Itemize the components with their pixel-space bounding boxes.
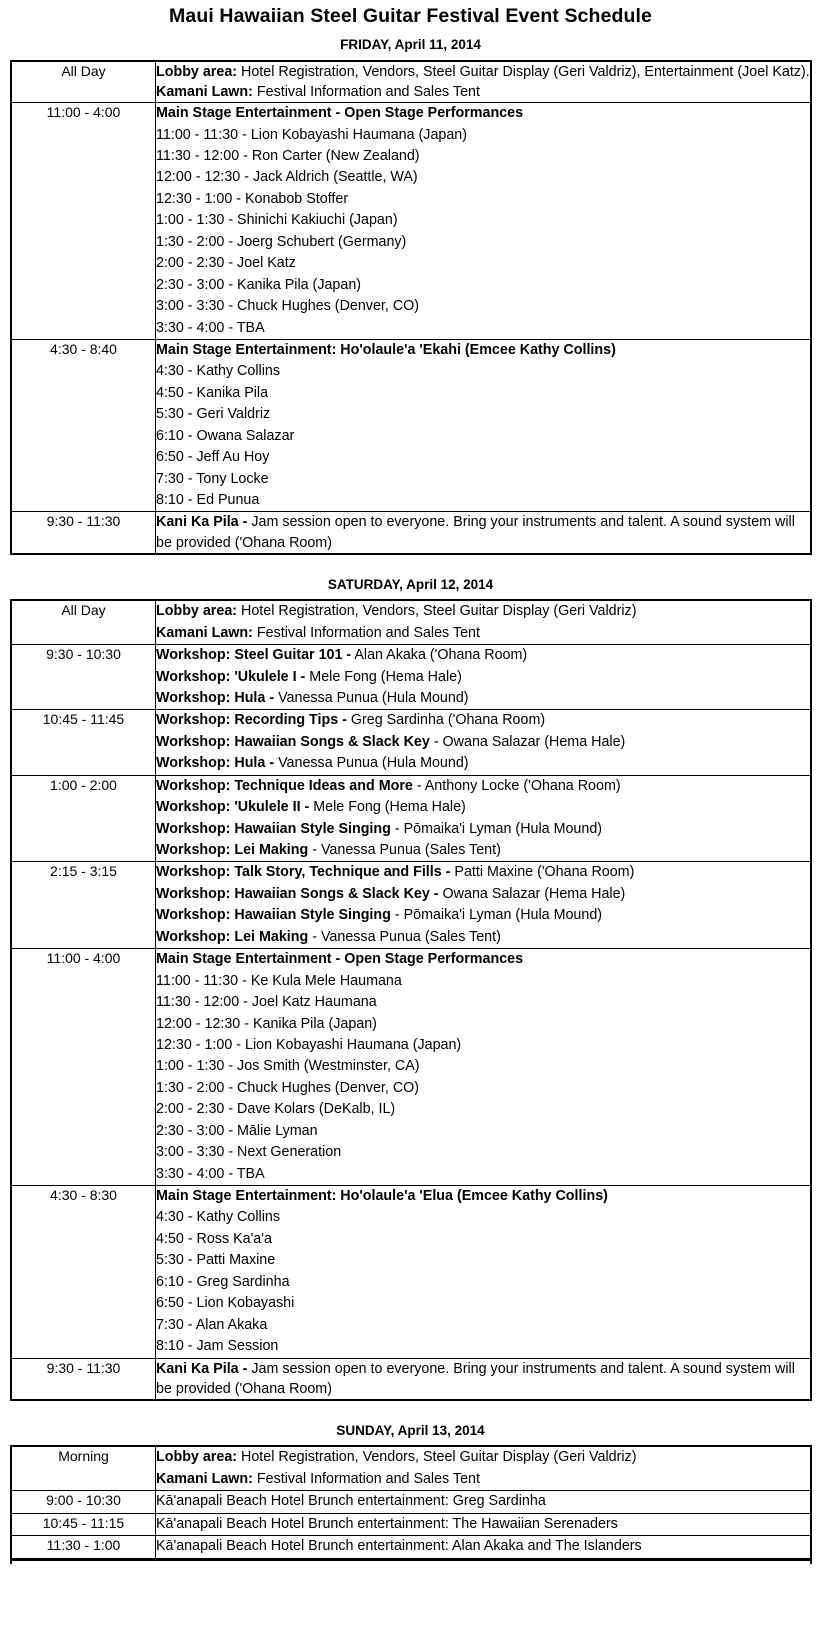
performance-item: 7:30 - Tony Locke [156,470,269,487]
table-row [11,1358,811,1400]
description-cell [156,949,812,1186]
table-row [11,949,811,1186]
time-cell: 9:30 - 11:30 [11,1358,156,1400]
performance-item: 2:00 - 2:30 - Dave Kolars (DeKalb, IL) [156,1101,396,1118]
description-cell [156,512,812,554]
description-line: Kā'anapali Beach Hotel Brunch entertainment: Greg Sardinha [156,1493,546,1510]
description-cell [156,1446,812,1490]
block-heading-text: Main Stage Entertainment - Open Stage Performances [156,105,524,122]
description-line: Workshop: Hawaiian Style Singing - Pōmaika'i Lyman (Hula Mound) [156,907,603,924]
emphasis-label: Workshop: 'Ukulele II - [156,799,310,816]
table-row [11,1446,811,1490]
day-header: SUNDAY, April 13, 2014 [336,1423,485,1439]
description-cell [156,1491,812,1513]
emphasis-label: Kani Ka Pila - [156,1360,248,1377]
time-cell: 4:30 - 8:40 [11,339,156,512]
emphasis-label: Workshop: Lei Making [156,928,309,945]
performance-item: 2:30 - 3:00 - Mālie Lyman [156,1122,318,1139]
day-header: SATURDAY, April 12, 2014 [327,577,494,593]
performance-item: 4:30 - Kathy Collins [156,1209,280,1226]
table-bottom-cutoff [10,1560,812,1564]
description-line: Lobby area: Hotel Registration, Vendors, Steel Guitar Display (Geri Valdriz) [156,1449,637,1466]
description-line: Kā'anapali Beach Hotel Brunch entertainment: The Hawaiian Serenaders [156,1515,618,1532]
emphasis-label: Workshop: Steel Guitar 101 - [156,647,352,664]
emphasis-label: Workshop: Hula - [156,755,275,772]
description-cell [156,645,812,710]
performance-item: 12:30 - 1:00 - Konabob Stoffer [156,190,349,207]
table-row [11,1186,811,1359]
schedule-days-container [0,37,821,1559]
table-row [11,645,811,710]
block-heading-text: Main Stage Entertainment: Ho'olaule'a 'Ekahi (Emcee Kathy Collins) [156,341,616,358]
description-line: Workshop: Hawaiian Songs & Slack Key - Owana Salazar (Hema Hale) [156,885,626,902]
block-heading [156,1186,810,1207]
block-heading [156,949,810,970]
performance-item: 3:00 - 3:30 - Next Generation [156,1144,342,1161]
description-line: Workshop: Lei Making - Vanessa Punua (Sales Tent) [156,928,501,945]
emphasis-label: Workshop: Hula - [156,689,275,706]
description-cell [156,600,812,644]
description-line: Lobby area: Hotel Registration, Vendors, Steel Guitar Display (Geri Valdriz) [156,603,637,620]
time-cell: 9:00 - 10:30 [11,1491,156,1513]
table-row [11,775,811,862]
emphasis-label: Kani Ka Pila - [156,514,248,531]
description-cell [156,61,812,103]
performance-item: 7:30 - Alan Akaka [156,1316,268,1333]
table-row [11,1513,811,1535]
time-cell: Morning [11,1446,156,1490]
description-text: Kani Ka Pila - Jam session open to everyone. Bring your instruments and talent. A sound system will be provided ('Ohana Room) [156,514,795,551]
page-title: Maui Hawaiian Steel Guitar Festival Event Schedule [169,5,652,27]
block-heading [156,340,810,361]
block-heading [156,103,810,124]
section-spacer [0,555,821,569]
emphasis-label: Lobby area: [156,63,238,80]
block-heading-text: Main Stage Entertainment: Ho'olaule'a 'Elua (Emcee Kathy Collins) [156,1188,608,1205]
time-cell: 11:00 - 4:00 [11,949,156,1186]
description-line: Kamani Lawn: Festival Information and Sales Tent [156,1470,480,1487]
description-text: Lobby area: Hotel Registration, Vendors, Steel Guitar Display (Geri Valdriz), Entertainment (Joel Katz). Kamani Lawn: Festival Information and Sales Tent [156,63,810,100]
description-line: Workshop: 'Ukulele II - Mele Fong (Hema Hale) [156,799,466,816]
emphasis-label: Workshop: Hawaiian Style Singing [156,907,391,924]
performance-item: 12:30 - 1:00 - Lion Kobayashi Haumana (Japan) [156,1036,462,1053]
time-cell: 1:00 - 2:00 [11,775,156,862]
performance-item: 12:00 - 12:30 - Kanika Pila (Japan) [156,1015,377,1032]
description-cell [156,339,812,512]
performance-item: 8:10 - Ed Punua [156,492,260,508]
time-cell: 9:30 - 11:30 [11,512,156,554]
description-line: Workshop: Recording Tips - Greg Sardinha ('Ohana Room) [156,712,546,729]
description-cell [156,103,812,340]
time-cell: 10:45 - 11:15 [11,1513,156,1535]
description-line: Workshop: Hawaiian Style Singing - Pōmaika'i Lyman (Hula Mound) [156,820,603,837]
performance-item: 1:00 - 1:30 - Jos Smith (Westminster, CA) [156,1058,420,1075]
performance-item: 6:50 - Jeff Au Hoy [156,449,270,466]
emphasis-label: Workshop: Hawaiian Songs & Slack Key - [156,885,439,902]
table-row [11,862,811,949]
performance-item: 1:00 - 1:30 - Shinichi Kakiuchi (Japan) [156,212,398,229]
schedule-table [10,60,812,556]
performance-item: 5:30 - Geri Valdriz [156,406,271,423]
emphasis-label: Workshop: 'Ukulele I - [156,668,306,685]
description-line: Workshop: Steel Guitar 101 - Alan Akaka ('Ohana Room) [156,647,528,664]
description-line: Kamani Lawn: Festival Information and Sales Tent [156,624,480,641]
table-row [11,339,811,512]
performance-item: 6:10 - Greg Sardinha [156,1273,290,1290]
block-heading-text: Main Stage Entertainment - Open Stage Performances [156,951,524,968]
schedule-page [0,4,821,1564]
time-cell: 2:15 - 3:15 [11,862,156,949]
emphasis-label: Lobby area: [156,603,238,620]
schedule-table [10,1445,812,1559]
emphasis-label: Workshop: Technique Ideas and More [156,777,413,794]
performance-item: 11:00 - 11:30 - Lion Kobayashi Haumana (Japan) [156,126,468,143]
time-cell: All Day [11,61,156,103]
emphasis-label: Workshop: Lei Making [156,842,309,859]
description-cell [156,862,812,949]
performance-item: 1:30 - 2:00 - Joerg Schubert (Germany) [156,233,407,250]
performance-item: 4:50 - Ross Ka'a'a [156,1230,272,1247]
performance-item: 2:00 - 2:30 - Joel Katz [156,255,296,272]
performance-item: 3:30 - 4:00 - TBA [156,1165,265,1182]
description-line: Workshop: Talk Story, Technique and Fills - Patti Maxine ('Ohana Room) [156,864,635,881]
table-row [11,1536,811,1559]
description-line: Workshop: Lei Making - Vanessa Punua (Sales Tent) [156,842,501,859]
performance-item: 3:30 - 4:00 - TBA [156,319,265,336]
table-row [11,1491,811,1513]
description-cell [156,1536,812,1559]
description-cell [156,710,812,775]
description-cell [156,775,812,862]
performance-item: 11:00 - 11:30 - Ke Kula Mele Haumana [156,972,402,989]
day-header: FRIDAY, April 11, 2014 [340,37,481,53]
performance-item: 12:00 - 12:30 - Jack Aldrich (Seattle, WA) [156,169,418,186]
time-cell: 9:30 - 10:30 [11,645,156,710]
performance-item: 4:50 - Kanika Pila [156,384,269,401]
description-cell [156,1186,812,1359]
description-line: Kā'anapali Beach Hotel Brunch entertainment: Alan Akaka and The Islanders [156,1538,642,1555]
performance-item: 11:30 - 12:00 - Joel Katz Haumana [156,994,377,1011]
description-line: Workshop: 'Ukulele I - Mele Fong (Hema Hale) [156,668,462,685]
table-row [11,61,811,103]
time-cell: 11:00 - 4:00 [11,103,156,340]
schedule-table [10,599,812,1401]
section-spacer [0,1401,821,1415]
description-cell [156,1513,812,1535]
performance-item: 11:30 - 12:00 - Ron Carter (New Zealand) [156,148,420,164]
performance-item: 3:00 - 3:30 - Chuck Hughes (Denver, CO) [156,298,420,315]
description-line: Workshop: Hula - Vanessa Punua (Hula Mound) [156,755,469,772]
emphasis-label: Workshop: Talk Story, Technique and Fills - [156,864,451,881]
table-row [11,600,811,644]
table-row [11,512,811,554]
performance-item: 1:30 - 2:00 - Chuck Hughes (Denver, CO) [156,1079,420,1096]
performance-item: 2:30 - 3:00 - Kanika Pila (Japan) [156,276,362,293]
time-cell: 11:30 - 1:00 [11,1536,156,1559]
table-row [11,103,811,340]
table-row [11,710,811,775]
emphasis-label: Kamani Lawn: [156,624,253,641]
emphasis-label: Workshop: Recording Tips - [156,712,347,729]
description-line: Workshop: Hula - Vanessa Punua (Hula Mound) [156,689,469,706]
performance-item: 6:50 - Lion Kobayashi [156,1295,295,1312]
performance-item: 8:10 - Jam Session [156,1338,279,1355]
emphasis-label: Workshop: Hawaiian Style Singing [156,820,391,837]
emphasis-label: Kamani Lawn: [156,83,253,100]
description-text: Kani Ka Pila - Jam session open to everyone. Bring your instruments and talent. A sound system will be provided ('Ohana Room) [156,1360,795,1397]
performance-item: 5:30 - Patti Maxine [156,1252,276,1269]
emphasis-label: Lobby area: [156,1449,238,1466]
description-line: Workshop: Hawaiian Songs & Slack Key - Owana Salazar (Hema Hale) [156,733,626,750]
description-cell [156,1358,812,1400]
performance-item: 4:30 - Kathy Collins [156,363,280,380]
time-cell: 10:45 - 11:45 [11,710,156,775]
time-cell: 4:30 - 8:30 [11,1186,156,1359]
emphasis-label: Workshop: Hawaiian Songs & Slack Key [156,733,430,750]
emphasis-label: Kamani Lawn: [156,1470,253,1487]
performance-item: 6:10 - Owana Salazar [156,427,295,444]
time-cell: All Day [11,600,156,644]
description-line: Workshop: Technique Ideas and More - Anthony Locke ('Ohana Room) [156,777,621,794]
